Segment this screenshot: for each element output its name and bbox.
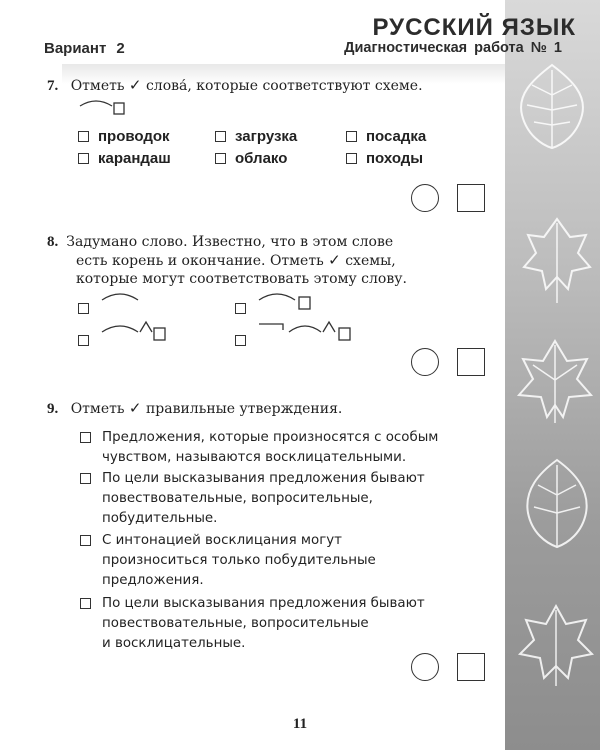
- question-number: 7.: [47, 78, 59, 94]
- option-label: посадка: [366, 128, 427, 145]
- question-text: слова́, которые соответствуют схеме.: [145, 78, 423, 94]
- question-number: 8.: [47, 234, 59, 250]
- scheme-option[interactable]: [78, 330, 89, 349]
- checkbox[interactable]: [80, 535, 91, 546]
- score-circle[interactable]: [411, 653, 439, 681]
- root-suffix-ending-scheme-icon: [100, 316, 170, 344]
- option-label: карандаш: [98, 150, 171, 167]
- score-circle[interactable]: [411, 348, 439, 376]
- checkbox[interactable]: [215, 153, 226, 164]
- question-text: Задумано слово. Известно, что в этом слове: [66, 234, 394, 250]
- statement-line: чувством, называются восклицательными.: [102, 450, 407, 465]
- work-title: Диагностическая работа № 1: [344, 40, 562, 56]
- question-text: есть корень и окончание. Отметь: [76, 253, 324, 269]
- prefix-root-suffix-ending-scheme-icon: [257, 316, 357, 344]
- checkbox[interactable]: [78, 303, 89, 314]
- option-checkbox[interactable]: [215, 128, 297, 145]
- score-circle[interactable]: [411, 184, 439, 212]
- scheme-option[interactable]: [235, 330, 246, 349]
- variant-label: [44, 40, 125, 57]
- statement-line: побудительные.: [102, 511, 218, 526]
- checkbox[interactable]: [215, 131, 226, 142]
- question-text: схемы,: [345, 253, 396, 269]
- check-mark-icon: ✓: [328, 251, 341, 269]
- option-checkbox[interactable]: [78, 128, 170, 145]
- statement-option[interactable]: [80, 594, 480, 654]
- checkbox[interactable]: [235, 303, 246, 314]
- checkbox[interactable]: [346, 131, 357, 142]
- statement-line: повествовательные, вопросительные: [102, 616, 369, 631]
- question-text: правильные утверждения.: [145, 401, 343, 417]
- variant-number: 2: [116, 40, 125, 57]
- score-square[interactable]: [457, 348, 485, 376]
- leaf-icon: [512, 60, 592, 150]
- question-7: [47, 76, 423, 95]
- variant-text: Вариант: [44, 40, 107, 57]
- option-checkbox[interactable]: [78, 150, 171, 167]
- option-label: походы: [366, 150, 424, 167]
- statement-line: С интонацией восклицания могут: [102, 533, 342, 548]
- question-number: 9.: [47, 401, 59, 417]
- score-square[interactable]: [457, 184, 485, 212]
- option-label: облако: [235, 150, 288, 167]
- statement-option[interactable]: [80, 428, 480, 468]
- statement-line: Предложения, которые произносятся с особым: [102, 430, 439, 445]
- subject-title: РУССКИЙ ЯЗЫК: [372, 14, 576, 41]
- check-mark-icon: ✓: [128, 76, 142, 94]
- leaf-icon: [515, 335, 595, 425]
- question-text: Отметь: [70, 401, 125, 417]
- statement-line: предложения.: [102, 573, 204, 588]
- option-checkbox[interactable]: [215, 150, 287, 167]
- statement-line: и восклицательные.: [102, 636, 246, 651]
- scheme-option[interactable]: [78, 298, 89, 317]
- checkbox[interactable]: [80, 432, 91, 443]
- leaf-icon: [516, 600, 596, 690]
- root-ending-scheme-icon: [78, 94, 128, 118]
- checkbox[interactable]: [78, 131, 89, 142]
- leaf-icon: [522, 215, 592, 305]
- statement-line: повествовательные, вопросительные,: [102, 491, 373, 506]
- page-number: 11: [292, 716, 308, 732]
- checkbox[interactable]: [78, 153, 89, 164]
- statement-line: произноситься только побудительные: [102, 553, 376, 568]
- checkbox[interactable]: [235, 335, 246, 346]
- statement-line: По цели высказывания предложения бывают: [102, 471, 425, 486]
- root-ending-scheme-icon: [257, 288, 317, 314]
- statement-line: По цели высказывания предложения бывают: [102, 596, 425, 611]
- checkbox[interactable]: [78, 335, 89, 346]
- statement-option[interactable]: [80, 469, 480, 529]
- option-label: загрузка: [235, 128, 298, 145]
- option-checkbox[interactable]: [346, 128, 426, 145]
- scheme-option[interactable]: [235, 298, 246, 317]
- checkbox[interactable]: [80, 473, 91, 484]
- option-label: проводок: [98, 128, 170, 145]
- checkbox[interactable]: [346, 153, 357, 164]
- option-checkbox[interactable]: [346, 150, 423, 167]
- score-square[interactable]: [457, 653, 485, 681]
- question-text: Отметь: [70, 78, 125, 94]
- statement-option[interactable]: [80, 531, 480, 591]
- question-9: [47, 399, 342, 418]
- question-8: [47, 233, 487, 288]
- checkbox[interactable]: [80, 598, 91, 609]
- leaf-icon: [520, 455, 595, 550]
- root-scheme-icon: [100, 288, 144, 310]
- check-mark-icon: ✓: [128, 399, 142, 417]
- question-text: которые могут соответствовать этому слову.: [76, 271, 407, 287]
